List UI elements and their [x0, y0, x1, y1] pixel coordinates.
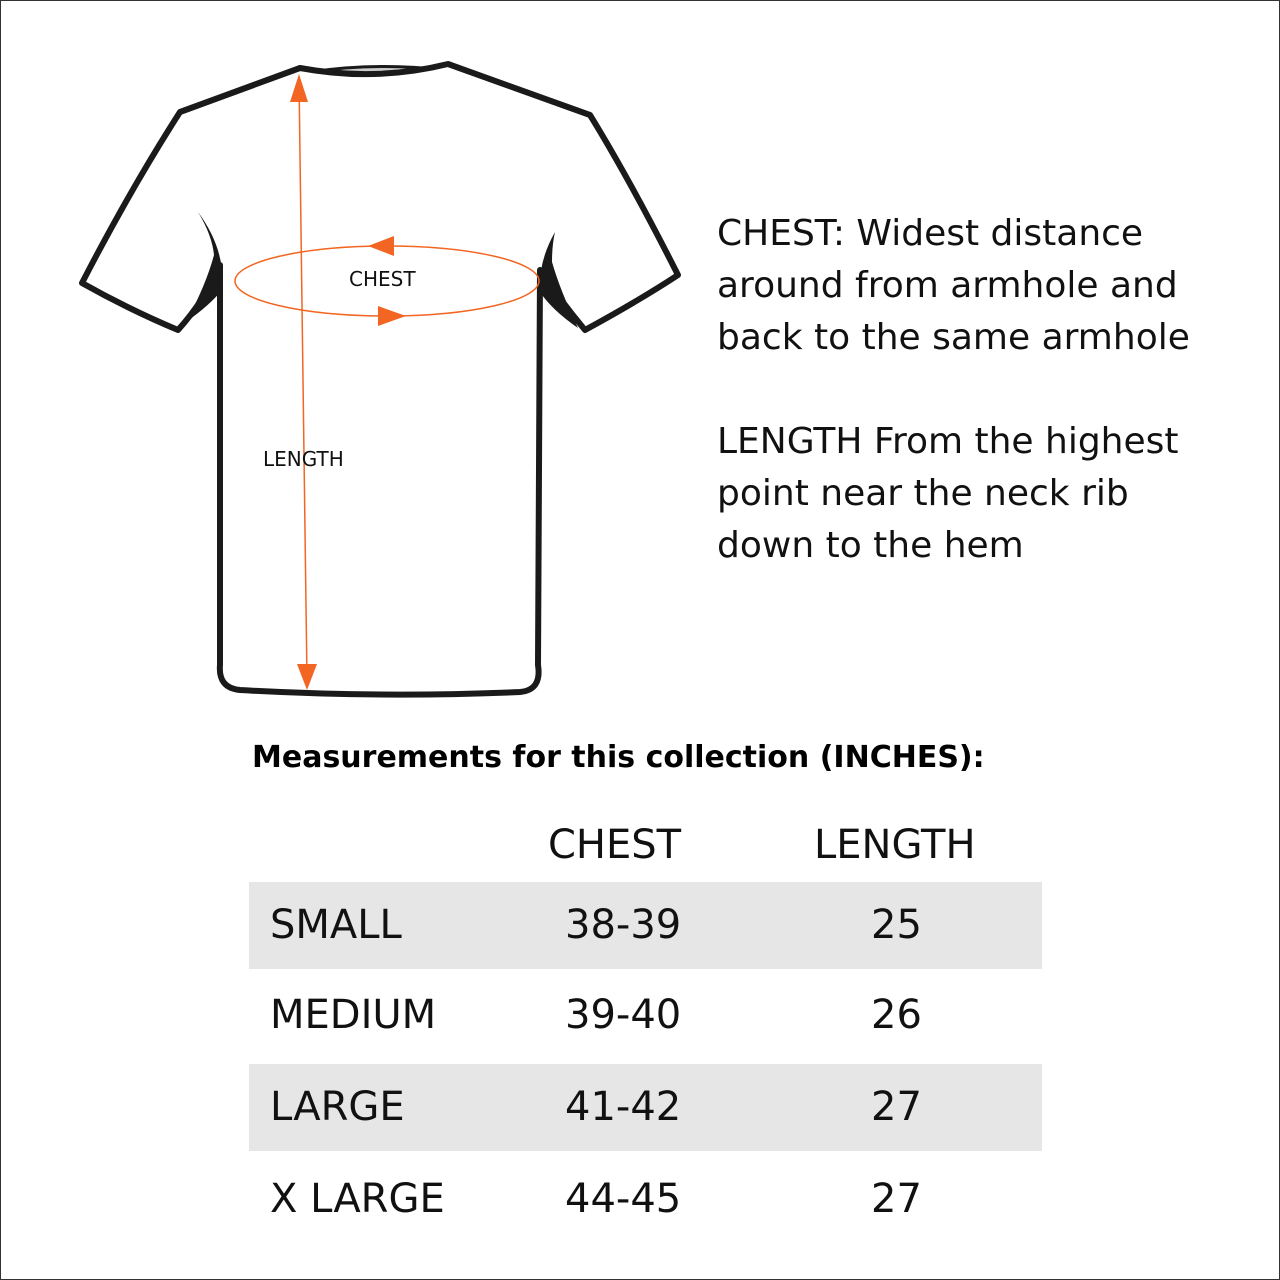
chest-definition-line: around from armhole and: [717, 265, 1178, 306]
chest-cell: 38-39: [565, 902, 682, 948]
column-header-chest: CHEST: [548, 822, 682, 868]
size-cell: MEDIUM: [270, 992, 437, 1038]
length-cell: 26: [871, 992, 922, 1038]
table-row: [249, 972, 1042, 1059]
size-cell: X LARGE: [270, 1176, 445, 1222]
length-diagram-label: LENGTH: [263, 447, 344, 471]
chest-cell: 39-40: [565, 992, 682, 1038]
length-cell: 27: [871, 1084, 922, 1130]
length-definition-line: LENGTH From the highest: [717, 421, 1179, 462]
size-cell: SMALL: [270, 902, 402, 948]
chest-cell: 44-45: [565, 1176, 682, 1222]
tshirt-outline: [82, 64, 678, 695]
table-row: [249, 1064, 1042, 1151]
length-definition: [717, 416, 1237, 572]
table-heading: Measurements for this collection (INCHES):: [252, 740, 985, 775]
chest-definition-line: CHEST: Widest distance: [717, 213, 1144, 254]
length-definition-line: point near the neck rib: [717, 473, 1129, 514]
length-cell: 25: [871, 902, 922, 948]
table-row: [249, 1156, 1042, 1243]
length-cell: 27: [871, 1176, 922, 1222]
chest-cell: 41-42: [565, 1084, 682, 1130]
chest-diagram-label: CHEST: [349, 267, 416, 291]
size-cell: LARGE: [270, 1084, 405, 1130]
chest-definition-line: back to the same armhole: [717, 317, 1190, 358]
length-definition-line: down to the hem: [717, 525, 1024, 566]
column-header-length: LENGTH: [814, 822, 976, 868]
table-row: [249, 882, 1042, 969]
chest-definition: [717, 208, 1237, 364]
tshirt-diagram: [0, 0, 760, 720]
